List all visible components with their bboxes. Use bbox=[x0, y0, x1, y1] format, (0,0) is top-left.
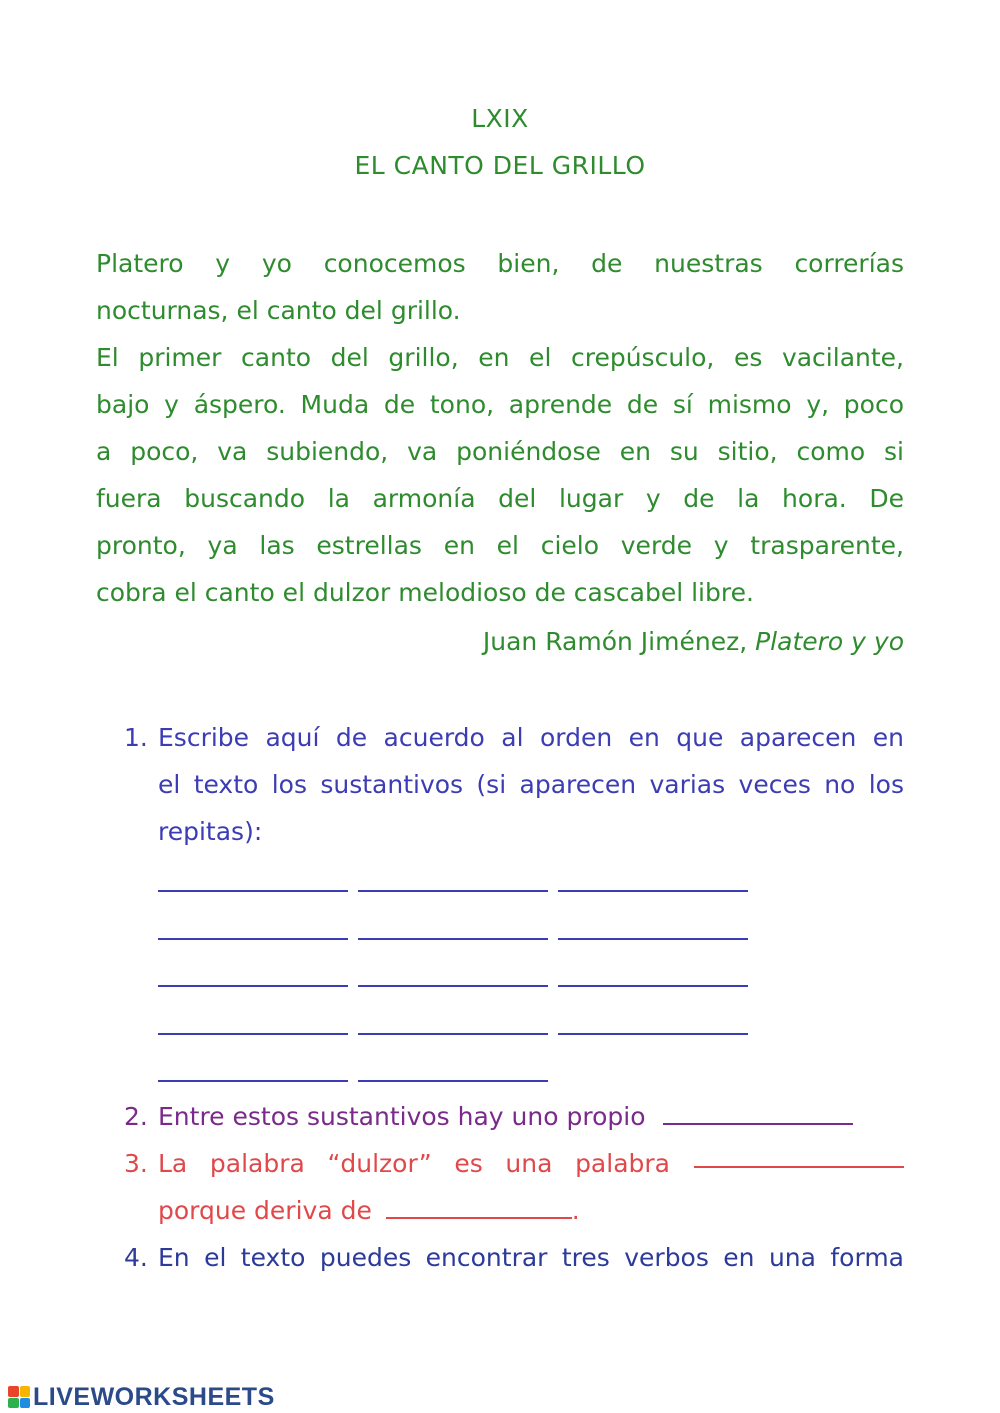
author-attribution bbox=[483, 622, 904, 662]
text-line: bajo y áspero. Muda de tono, aprende de sí mismo y, poco bbox=[96, 390, 904, 419]
question-line-text: La palabra “dulzor” es una palabra bbox=[158, 1149, 670, 1178]
answer-blank[interactable] bbox=[358, 1007, 548, 1035]
answer-blank[interactable] bbox=[558, 864, 748, 892]
author-name: Juan Ramón Jiménez, bbox=[482, 627, 748, 656]
question-line-text: porque deriva de bbox=[158, 1196, 372, 1225]
blank-row bbox=[158, 959, 758, 1007]
question-number: 3. bbox=[124, 1149, 148, 1178]
answer-blank[interactable] bbox=[558, 1007, 748, 1035]
question-number: 4. bbox=[124, 1243, 148, 1272]
text-line: nocturnas, el canto del grillo. bbox=[96, 296, 461, 325]
question-3 bbox=[124, 1140, 904, 1234]
liveworksheets-logo-icon bbox=[8, 1386, 30, 1408]
question-2 bbox=[124, 1093, 904, 1140]
blank-row bbox=[158, 864, 758, 912]
question-1 bbox=[124, 714, 904, 855]
question-line: En el texto puedes encontrar tres verbos en una forma bbox=[158, 1243, 904, 1272]
question-line bbox=[158, 1140, 904, 1187]
blank-row bbox=[158, 912, 758, 960]
answer-blank[interactable] bbox=[358, 1054, 548, 1082]
answer-blank[interactable] bbox=[158, 912, 348, 940]
question-line bbox=[158, 1187, 904, 1234]
answer-blank[interactable] bbox=[663, 1097, 853, 1125]
logo-square bbox=[20, 1398, 31, 1409]
logo-square bbox=[8, 1386, 19, 1397]
logo-square bbox=[20, 1386, 31, 1397]
question-text bbox=[158, 1093, 904, 1140]
answer-blank[interactable] bbox=[358, 864, 548, 892]
text-line: cobra el canto el dulzor melodioso de cascabel libre. bbox=[96, 578, 754, 607]
page-title: EL CANTO DEL GRILLO bbox=[354, 151, 646, 180]
answer-blank[interactable] bbox=[358, 959, 548, 987]
answer-blank[interactable] bbox=[158, 864, 348, 892]
brand-name: LIVEWORKSHEETS bbox=[33, 1382, 275, 1411]
answer-blank[interactable] bbox=[558, 959, 748, 987]
text-line: Platero y yo conocemos bien, de nuestras correrías bbox=[96, 249, 904, 278]
answer-blank[interactable] bbox=[158, 959, 348, 987]
chapter-number: LXIX bbox=[471, 104, 529, 133]
text-line: pronto, ya las estrellas en el cielo verde y trasparente, bbox=[96, 531, 904, 560]
text-line: fuera buscando la armonía del lugar y de la hora. De bbox=[96, 484, 904, 513]
question-line: el texto los sustantivos (si aparecen varias veces no los bbox=[158, 770, 904, 799]
question-text bbox=[158, 1140, 904, 1234]
question-line: Escribe aquí de acuerdo al orden en que aparecen en bbox=[158, 723, 904, 752]
book-title: Platero y yo bbox=[755, 627, 904, 656]
question-text bbox=[158, 714, 904, 855]
answer-blank[interactable] bbox=[386, 1191, 572, 1219]
answer-blank[interactable] bbox=[558, 912, 748, 940]
question-text bbox=[158, 1234, 904, 1281]
question-line-end: . bbox=[571, 1196, 580, 1225]
text-line: a poco, va subiendo, va poniéndose en su sitio, como si bbox=[96, 437, 904, 466]
logo-square bbox=[8, 1398, 19, 1409]
answer-blank[interactable] bbox=[158, 1007, 348, 1035]
answer-blank[interactable] bbox=[158, 1054, 348, 1082]
question-number: 2. bbox=[124, 1102, 148, 1131]
answer-blank[interactable] bbox=[694, 1140, 904, 1168]
footer-brand[interactable] bbox=[8, 1382, 275, 1412]
question-line: repitas): bbox=[158, 817, 263, 846]
blank-row bbox=[158, 1007, 758, 1055]
answer-blanks-q1 bbox=[158, 864, 758, 1102]
question-line: Entre estos sustantivos hay uno propio bbox=[158, 1102, 646, 1131]
answer-blank[interactable] bbox=[358, 912, 548, 940]
question-4 bbox=[124, 1234, 904, 1281]
reading-text bbox=[96, 240, 904, 616]
question-number: 1. bbox=[124, 723, 148, 752]
text-line: El primer canto del grillo, en el crepúsculo, es vacilante, bbox=[96, 343, 904, 372]
